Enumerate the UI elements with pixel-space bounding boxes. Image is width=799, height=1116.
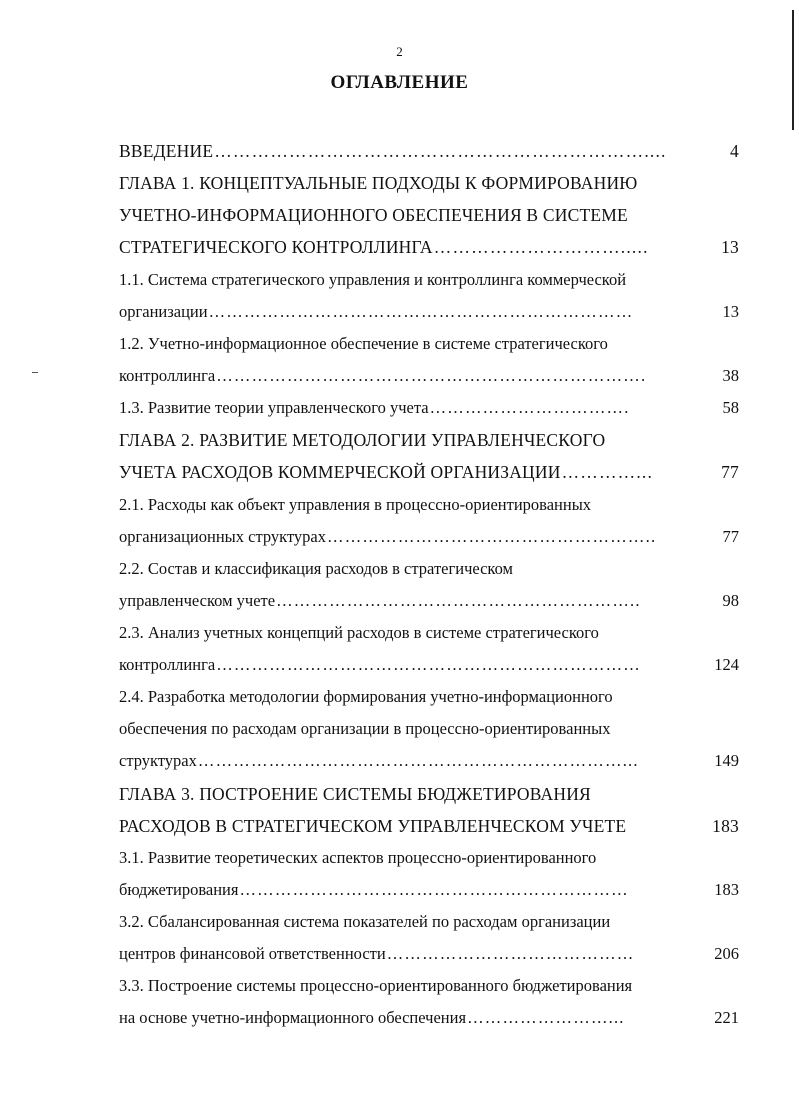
toc-page: 149	[714, 751, 739, 770]
toc-entry-text: управленческом учете	[119, 591, 276, 610]
toc-entry-section-2-4	[119, 687, 739, 715]
toc-entry-chapter-3-end	[119, 816, 739, 844]
toc-entry-text: 1.3. Развитие теории управленческого учета	[119, 398, 429, 417]
toc-entry-chapter-2	[119, 430, 739, 458]
toc-page: 4	[730, 141, 739, 161]
toc-leader: ………………………………………………………………	[216, 655, 641, 674]
toc-entry-text: центров финансовой ответственности	[119, 944, 386, 963]
scan-artifact	[32, 372, 38, 373]
toc-page: 124	[714, 655, 739, 674]
toc-entry-text: контроллинга	[119, 655, 216, 674]
toc-entry-section-1-2	[119, 334, 739, 362]
toc-entry-text: организации	[119, 302, 208, 321]
toc-page: 77	[722, 527, 739, 546]
toc-entry-text: СТРАТЕГИЧЕСКОГО КОНТРОЛЛИНГА	[119, 237, 433, 257]
toc-entry-text: РАСХОДОВ В СТРАТЕГИЧЕСКОМ УПРАВЛЕНЧЕСКОМ УЧЕТЕ	[119, 816, 627, 836]
toc-entry-section-1-1	[119, 270, 739, 298]
toc-entry-text: УЧЕТНО-ИНФОРМАЦИОННОГО ОБЕСПЕЧЕНИЯ В СИСТЕМЕ	[119, 205, 628, 225]
toc-entry-text: 2.4. Разработка методологии формирования учетно-информационного	[119, 687, 613, 706]
toc-entry-text: УЧЕТА РАСХОДОВ КОММЕРЧЕСКОЙ ОРГАНИЗАЦИИ	[119, 462, 561, 482]
toc-page: 183	[714, 880, 739, 899]
toc-leader: ………………………………………………………………...	[197, 751, 639, 770]
toc-entry-section-2-1	[119, 495, 739, 523]
toc-page: 38	[722, 366, 739, 385]
toc-entry-text: 1.2. Учетно-информационное обеспечение в системе стратегического	[119, 334, 608, 353]
toc-page: 221	[714, 1008, 739, 1027]
toc-entry-section-3-3	[119, 976, 739, 1004]
toc-entry-text: ВВЕДЕНИЕ	[119, 141, 214, 161]
toc-entry-section-2-3	[119, 623, 739, 651]
toc-entry-text: обеспечения по расходам организации в процессно-ориентированных	[119, 719, 611, 738]
toc-entry-section-3-2-end	[119, 944, 739, 972]
toc-page: 58	[722, 398, 739, 417]
toc-page: 206	[714, 944, 739, 963]
toc-entry-text: ГЛАВА 2. РАЗВИТИЕ МЕТОДОЛОГИИ УПРАВЛЕНЧЕСКОГО	[119, 430, 606, 450]
toc-entry-section-2-2-end	[119, 591, 739, 619]
toc-entry-introduction	[119, 141, 739, 169]
toc-page: 77	[721, 462, 739, 482]
toc-entry-section-3-2	[119, 912, 739, 940]
toc-entry-text: 3.2. Сбалансированная система показателей по расходам организации	[119, 912, 611, 931]
toc-entry-section-2-1-end	[119, 527, 739, 555]
toc-entry-text: на основе учетно-информационного обеспечения	[119, 1008, 467, 1027]
toc-entry-text: ГЛАВА 3. ПОСТРОЕНИЕ СИСТЕМЫ БЮДЖЕТИРОВАНИЯ	[119, 784, 591, 804]
page-number: 2	[396, 44, 403, 59]
toc-entry-section-2-3-end	[119, 655, 739, 683]
toc-entry-text: 3.3. Построение системы процессно-ориентированного бюджетирования	[119, 976, 633, 995]
toc-entry-section-1-1-end	[119, 302, 739, 330]
toc-leader: …………...	[561, 462, 654, 482]
toc-entry-chapter-3	[119, 784, 739, 812]
toc-entry-section-3-3-end	[119, 1008, 739, 1036]
toc-page: 13	[721, 237, 739, 257]
page-title: ОГЛАВЛЕНИЕ	[330, 72, 469, 93]
toc-entry-text: 3.1. Развитие теоретических аспектов процессно-ориентированного	[119, 848, 597, 867]
toc-leader: …………………………………………………………	[239, 880, 629, 899]
toc-leader: ………………………………………………..	[327, 527, 657, 546]
toc-entry-text: контроллинга	[119, 366, 216, 385]
toc-entry-chapter-1-end	[119, 237, 739, 265]
toc-entry-chapter-2-end	[119, 462, 739, 490]
toc-entry-text: бюджетирования	[119, 880, 239, 899]
toc-entry-text: организационных структурах	[119, 527, 327, 546]
toc-leader: ……………………………………………………………….	[216, 366, 647, 385]
toc-entry-text: 1.1. Система стратегического управления и контроллинга коммерческой	[119, 270, 627, 289]
toc-entry-text: 2.3. Анализ учетных концепций расходов в системе стратегического	[119, 623, 599, 642]
toc-entry-section-2-2	[119, 559, 739, 587]
toc-entry-section-2-4-end	[119, 751, 739, 779]
toc-entry-text: 2.1. Расходы как объект управления в процессно-ориентированных	[119, 495, 592, 514]
toc-entry-chapter-1-cont	[119, 205, 739, 233]
toc-entry-chapter-1	[119, 173, 739, 201]
toc-leader: ……………………………………	[386, 944, 635, 963]
toc-page: 13	[722, 302, 739, 321]
toc-page: 183	[712, 816, 739, 836]
toc-leader: ……………………………………………………………....	[214, 141, 667, 161]
toc-leader: ………………………………………………………………	[208, 302, 634, 321]
toc-entry-section-2-4-cont	[119, 719, 739, 747]
toc-entry-section-3-1-end	[119, 880, 739, 908]
toc-page: 98	[722, 591, 739, 610]
toc-leader: ……………………...	[467, 1008, 625, 1027]
toc-entry-section-1-3	[119, 398, 739, 426]
toc-entry-section-1-2-end	[119, 366, 739, 394]
toc-entry-text: 2.2. Состав и классификация расходов в стратегическом	[119, 559, 513, 578]
toc-leader: …………………………….	[429, 398, 630, 417]
toc-entry-text: структурах	[119, 751, 197, 770]
toc-entry-text: ГЛАВА 1. КОНЦЕПТУАЛЬНЫЕ ПОДХОДЫ К ФОРМИРОВАНИЮ	[119, 173, 638, 193]
toc-leader: ……………………………………………………..	[276, 591, 641, 610]
toc-leader: ………………………….....	[433, 237, 649, 257]
toc-entry-section-3-1	[119, 848, 739, 876]
